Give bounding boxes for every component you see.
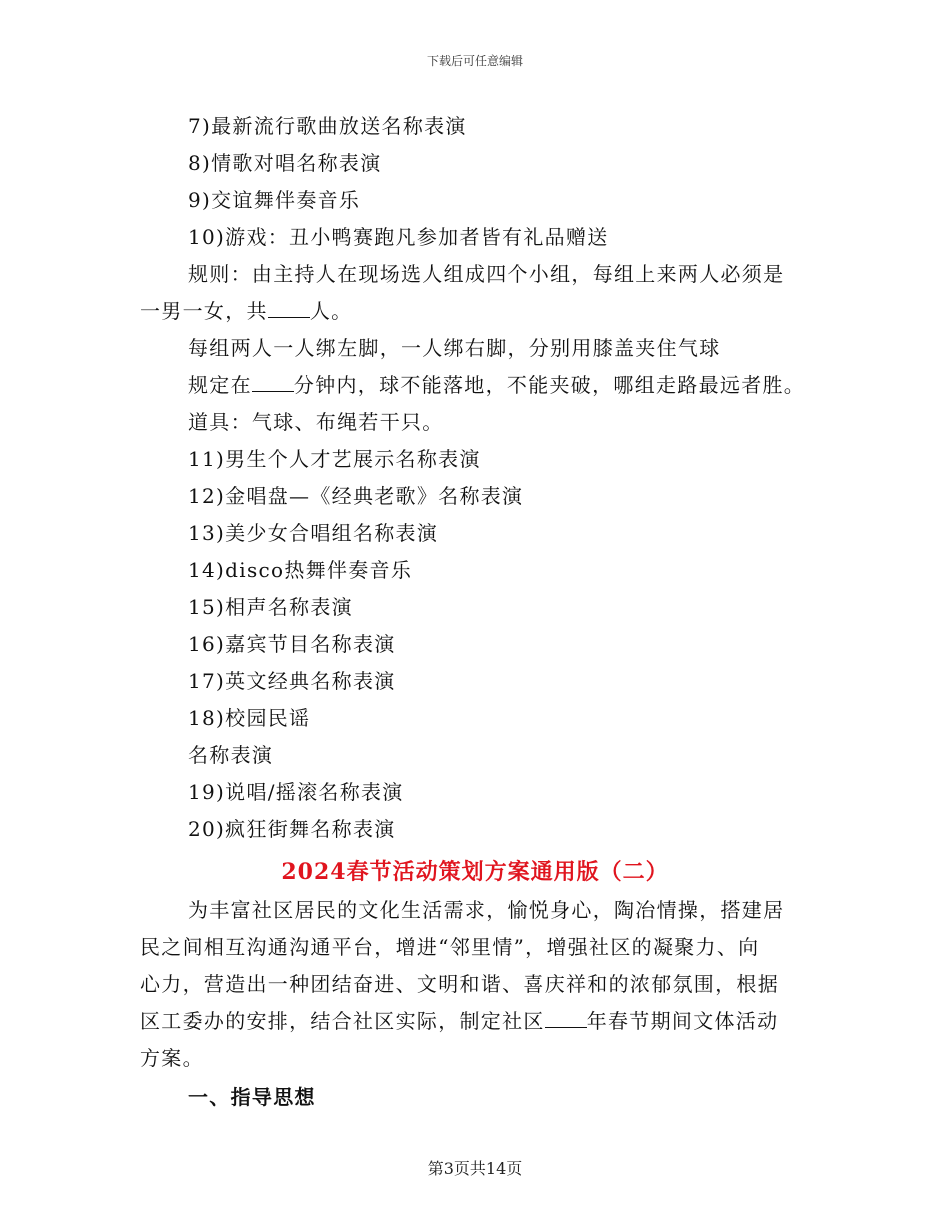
program-item-16: 16)嘉宾节目名称表演 — [188, 632, 396, 656]
intro-text-b: 年春节期间文体活动 — [586, 1009, 779, 1033]
rules-text-a: 一男一女，共 — [140, 299, 268, 323]
intro-paragraph-line-5: 方案。 — [140, 1046, 204, 1070]
program-item-10: 10)游戏：丑小鸭赛跑凡参加者皆有礼品赠送 — [188, 225, 609, 249]
fill-blank — [268, 299, 310, 318]
game-rules-continued — [140, 299, 352, 323]
program-item-8: 8)情歌对唱名称表演 — [188, 151, 382, 175]
game-rules-line: 规则：由主持人在现场选人组成四个小组，每组上来两人必须是 — [188, 262, 785, 286]
program-item-20: 20)疯狂街舞名称表演 — [188, 817, 396, 841]
intro-paragraph-line-2: 民之间相互沟通沟通平台，增进“邻里情”，增强社区的凝聚力、向 — [140, 935, 760, 959]
game-time-line — [188, 373, 805, 397]
program-item-13: 13)美少女合唱组名称表演 — [188, 521, 439, 545]
program-item-18-continued: 名称表演 — [188, 743, 274, 767]
section-title: 2024春节活动策划方案通用版（二） — [281, 859, 669, 885]
program-item-15: 15)相声名称表演 — [188, 595, 353, 619]
time-text-a: 规定在 — [188, 373, 252, 397]
fill-blank — [545, 1009, 587, 1028]
page-number: 第3页共14页 — [427, 1159, 523, 1178]
heading-guiding-ideology: 一、指导思想 — [188, 1085, 316, 1109]
intro-paragraph-line-1: 为丰富社区居民的文化生活需求，愉悦身心，陶冶情操，搭建居 — [188, 898, 785, 922]
program-item-17: 17)英文经典名称表演 — [188, 669, 396, 693]
intro-paragraph-line-4 — [140, 1009, 778, 1033]
program-item-18: 18)校园民谣 — [188, 706, 311, 730]
fill-blank — [252, 373, 294, 392]
program-item-7: 7)最新流行歌曲放送名称表演 — [188, 114, 467, 138]
intro-paragraph-line-3: 心力，营造出一种团结奋进、文明和谐、喜庆祥和的浓郁氛围，根据 — [140, 972, 779, 996]
program-item-14: 14)disco热舞伴奏音乐 — [188, 558, 413, 582]
rules-text-b: 人。 — [309, 299, 353, 323]
page-header-note: 下载后可任意编辑 — [426, 54, 523, 68]
props-line: 道具：气球、布绳若干只。 — [188, 410, 444, 434]
program-item-12: 12)金唱盘—《经典老歌》名称表演 — [188, 484, 524, 508]
time-text-b: 分钟内，球不能落地，不能夹破，哪组走路最远者胜。 — [293, 373, 806, 397]
game-method-line: 每组两人一人绑左脚，一人绑右脚，分别用膝盖夹住气球 — [188, 336, 721, 360]
program-item-11: 11)男生个人才艺展示名称表演 — [188, 447, 481, 471]
program-item-9: 9)交谊舞伴奏音乐 — [188, 188, 361, 212]
program-item-19: 19)说唱/摇滚名称表演 — [188, 780, 404, 804]
intro-text-a: 区工委办的安排，结合社区实际，制定社区 — [140, 1009, 545, 1033]
